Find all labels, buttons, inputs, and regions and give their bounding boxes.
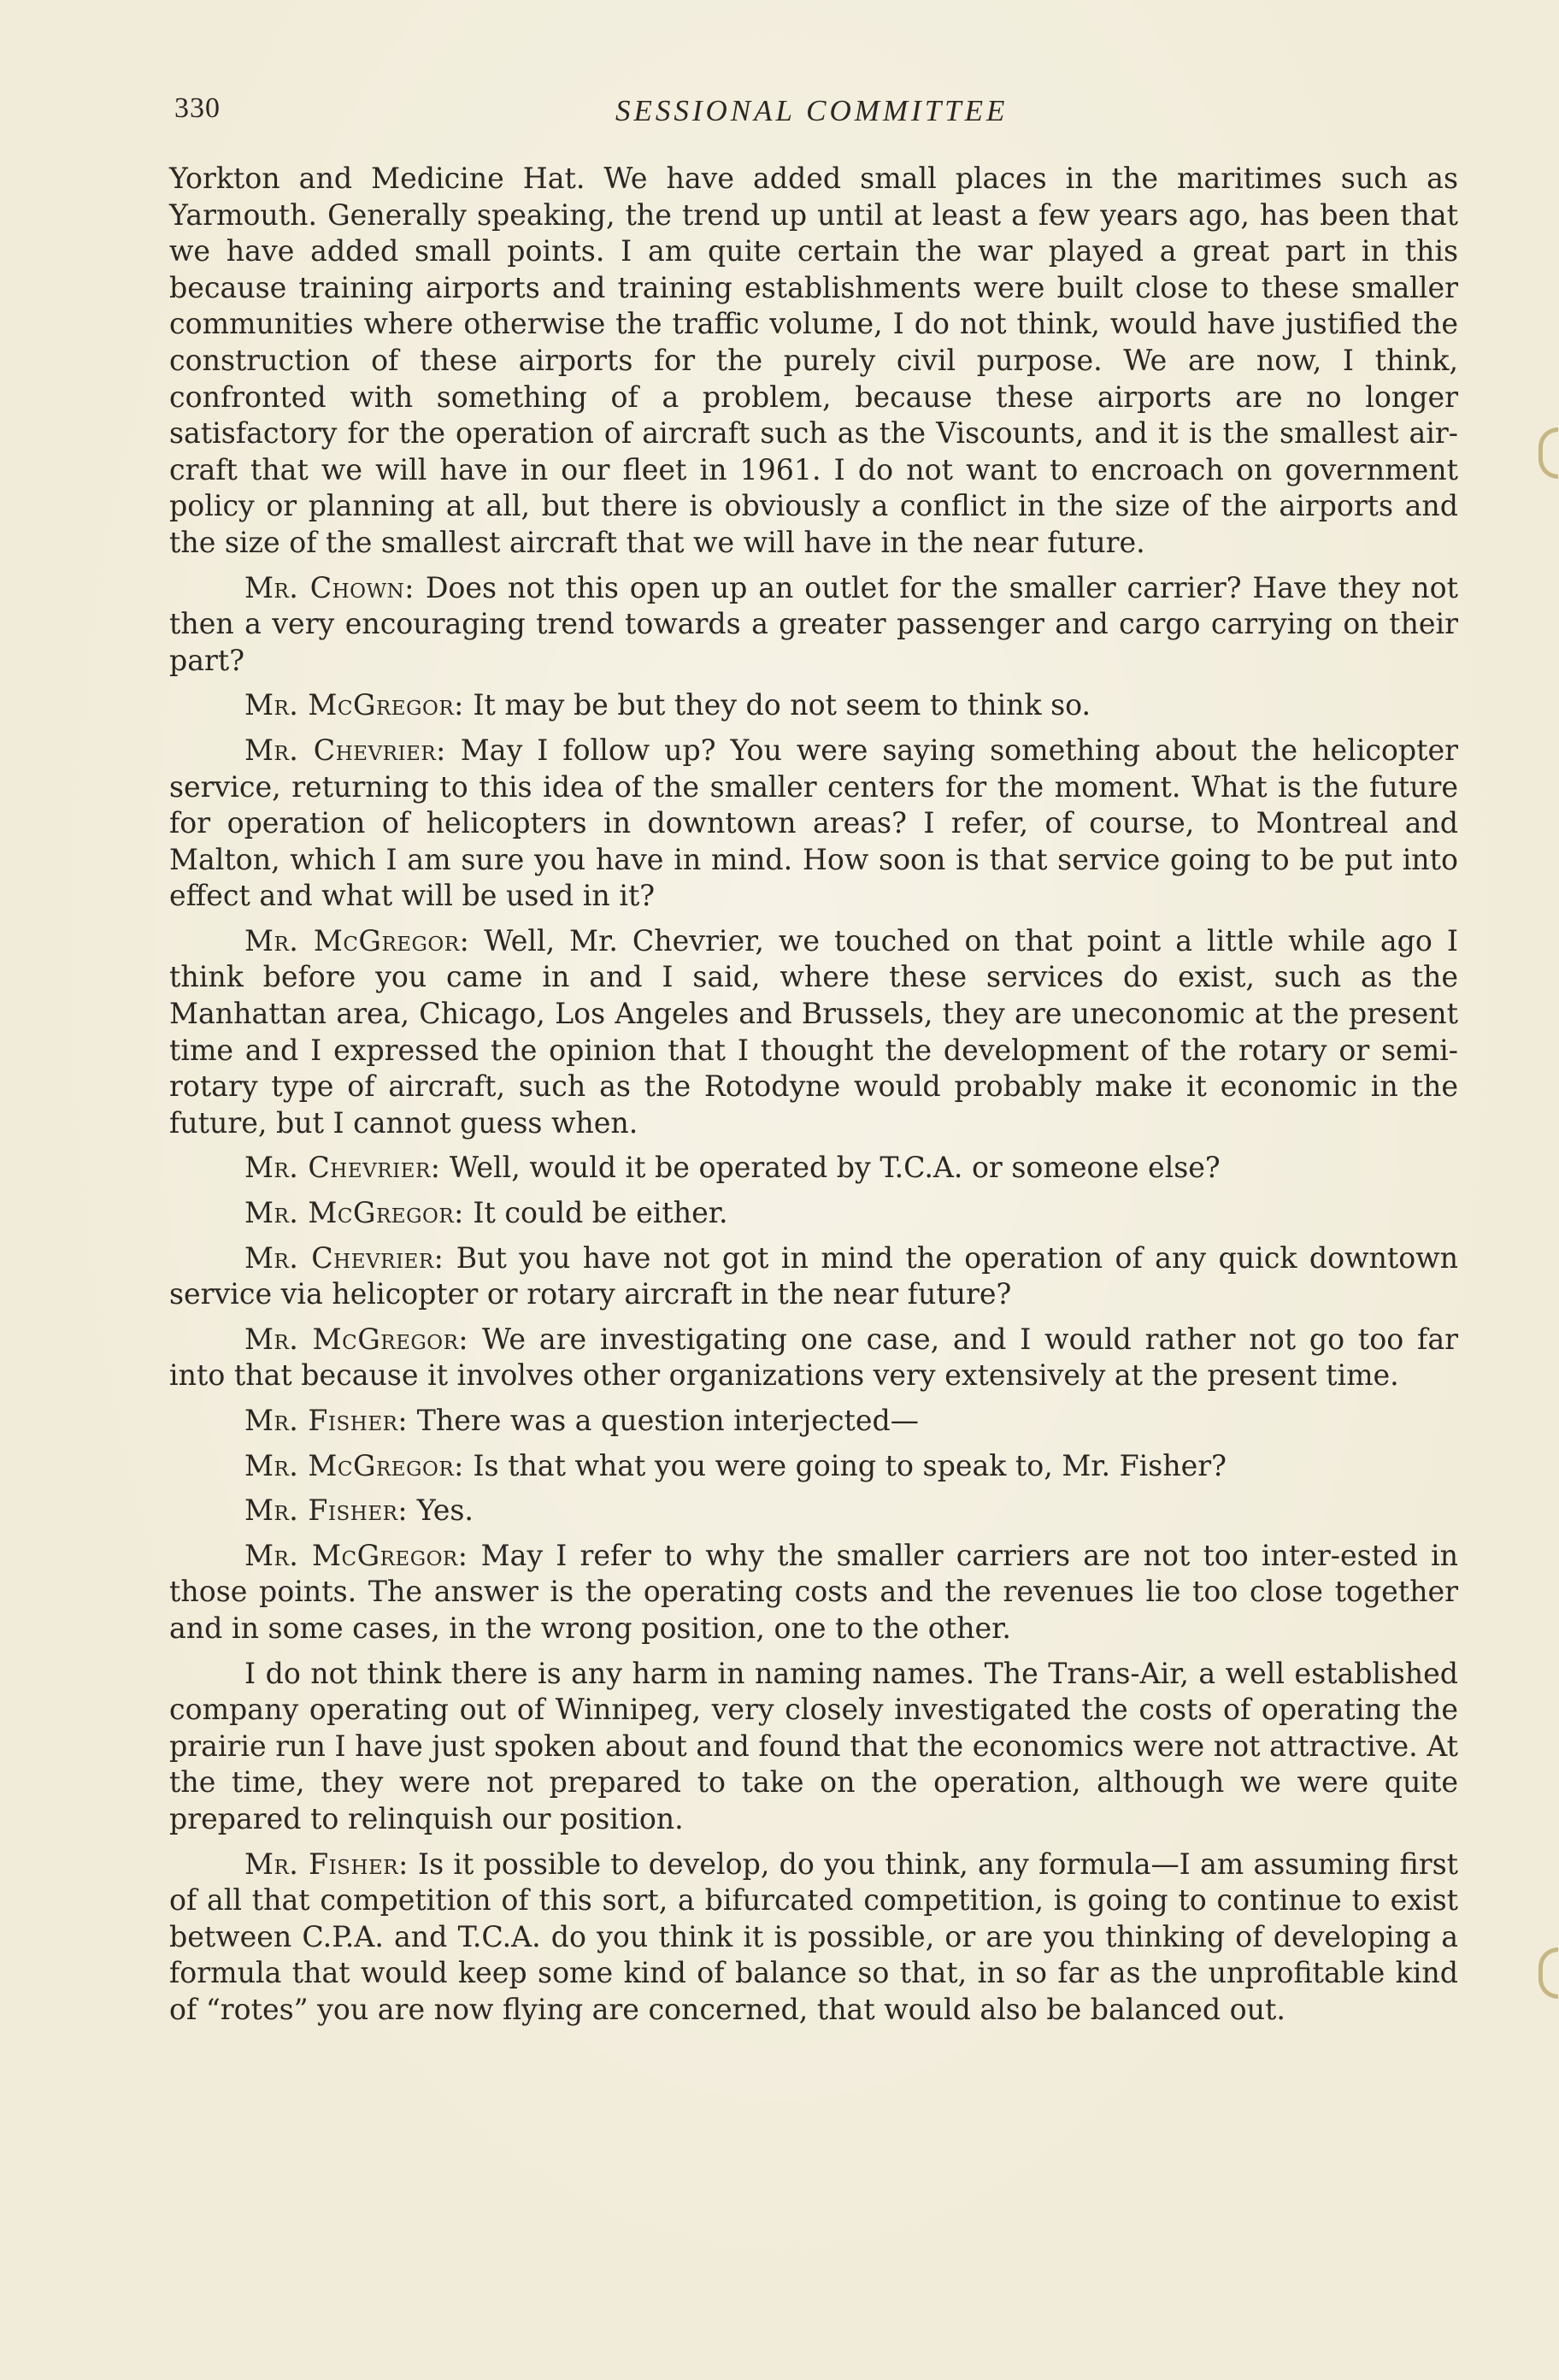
- paragraph-9: [169, 1322, 1458, 1394]
- speaker-label: Mr. Fisher:: [244, 1404, 409, 1437]
- paragraph-11: [169, 1448, 1458, 1485]
- paragraph-6: [169, 1150, 1458, 1187]
- paragraph-1: [169, 161, 1458, 562]
- paragraph-14: [169, 1656, 1458, 1838]
- speaker-label: Mr. McGregor:: [244, 1322, 469, 1356]
- binding-edge-mark: [1538, 427, 1558, 479]
- paragraph-5: [169, 923, 1458, 1142]
- page-number: 330: [174, 92, 221, 124]
- speaker-label: Mr. Fisher:: [244, 1847, 409, 1881]
- paragraph-text: It may be but they do not seem to think so.: [473, 688, 1091, 722]
- paragraph-13: [169, 1538, 1458, 1647]
- paragraph-text: Is that what you were going to speak to, Mr. Fisher?: [473, 1448, 1227, 1482]
- paragraph-3: [169, 687, 1458, 724]
- body-text: [169, 161, 1458, 2037]
- speaker-label: Mr. Chevrier:: [244, 1151, 441, 1185]
- page-header: [174, 92, 1456, 135]
- paragraph-15: [169, 1847, 1458, 2029]
- paragraph-8: [169, 1240, 1458, 1313]
- paragraph-text: It could be either.: [473, 1196, 728, 1230]
- speaker-label: Mr. Chown:: [244, 570, 415, 604]
- paragraph-text: But you have not got in mind the operation of any quick downtown service via helicopter or rotary aircraft in the near future?: [169, 1240, 1458, 1311]
- paragraph-2: [169, 570, 1458, 680]
- speaker-label: Mr. Chevrier:: [244, 1240, 444, 1275]
- speaker-label: Mr. McGregor:: [244, 688, 464, 722]
- speaker-label: Mr. McGregor:: [244, 1538, 468, 1572]
- paragraph-text: Is it possible to develop, do you think, any formula—I am assuming first of all that competition of this sort, a bifurcated competition, is going to continue to exist between C.P.A. and T.C.A. do you think it is possible, or are you thinking of developing a formula that would keep some kind of balance so that, in so far as the unprofitable kind of “rotes” you are now flying are concerned, that would also be balanced out.: [169, 1847, 1458, 2026]
- paragraph-10: [169, 1403, 1458, 1440]
- speaker-label: Mr. Fisher:: [244, 1493, 409, 1528]
- paragraph-text: Yes.: [416, 1493, 474, 1528]
- running-head: SESSIONAL COMMITTEE: [615, 94, 1009, 127]
- speaker-label: Mr. Chevrier:: [244, 733, 446, 767]
- paragraph-text: May I refer to why the smaller carriers are not too inter-ested in those points. The answer is the operating costs and the revenues lie too close together and in some cases, in the wrong position, one to the other.: [169, 1538, 1458, 1645]
- paragraph-7: [169, 1195, 1458, 1232]
- binding-edge-mark: [1538, 1947, 1558, 1999]
- speaker-label: Mr. McGregor:: [244, 1448, 464, 1482]
- paragraph-4: [169, 733, 1458, 915]
- paragraph-text: May I follow up? You were saying something about the helicopter service, returning to this idea of the smaller centers for the moment. What is the future for operation of helicopters in downtown areas? I refer, of course, to Montreal and Malton, which I am sure you have in mind. How soon is that service going to be put into effect and what will be used in it?: [169, 733, 1458, 913]
- paragraph-text: I do not think there is any harm in naming names. The Trans-Air, a well established company operating out of Winnipeg, very closely investigated the costs of operating the prairie run I have just spoken about and found that the economics were not attractive. At the time, they were not prepared to take on the operation, although we were quite prepared to relinquish our position.: [169, 1656, 1458, 1835]
- paragraph-text: We are investigating one case, and I would rather not go too far into that because it involves other organizations very extensively at the present time.: [169, 1322, 1458, 1393]
- speaker-label: Mr. McGregor:: [244, 923, 470, 957]
- paragraph-text: Does not this open up an outlet for the smaller carrier? Have they not then a very encouraging trend towards a greater passenger and cargo carrying on their part?: [169, 570, 1458, 677]
- paragraph-text: Yorkton and Medicine Hat. We have added small places in the maritimes such as Yarmouth. Generally speaking, the trend up until at least a few years ago, has been that we have added small points. I am quite certain the war played a great part in this because training airports and training establishments were built close to these smaller communities where otherwise the traffic volume, I do not think, would have justified the construction of these airports for the purely civil purpose. We are now, I think, confronted with something of a problem, because these airports are no longer satisfactory for the operation of aircraft such as the Viscounts, and it is the smallest air-craft that we will have in our fleet in 1961. I do not want to encroach on government policy or planning at all, but there is obviously a conflict in the size of the airports and the size of the smallest aircraft that we will have in the near future.: [169, 162, 1458, 559]
- speaker-label: Mr. McGregor:: [244, 1196, 464, 1230]
- paragraph-text: Well, Mr. Chevrier, we touched on that point a little while ago I think before you came in and I said, where these services do exist, such as the Manhattan area, Chicago, Los Angeles and Brussels, they are uneconomic at the present time and I expressed the opinion that I thought the development of the rotary or semi-rotary type of aircraft, such as the Rotodyne would probably make it economic in the future, but I cannot guess when.: [169, 923, 1458, 1140]
- paragraph-text: Well, would it be operated by T.C.A. or someone else?: [450, 1151, 1221, 1185]
- paragraph-12: [169, 1493, 1458, 1529]
- paragraph-text: There was a question interjected—: [416, 1404, 919, 1437]
